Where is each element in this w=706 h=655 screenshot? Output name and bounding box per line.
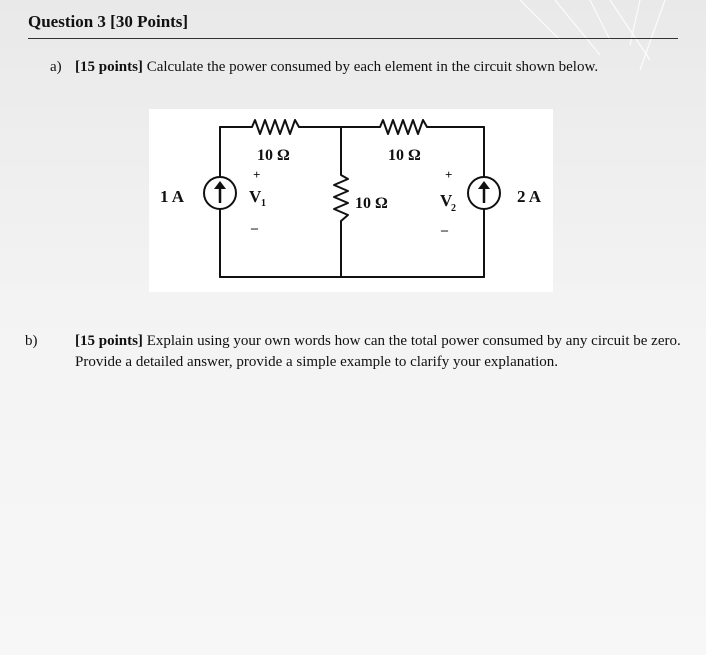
- part-a-letter: a): [50, 59, 62, 75]
- v1-label: V: [249, 187, 262, 206]
- v2-plus: +: [445, 167, 453, 182]
- v1-plus: +: [253, 167, 261, 182]
- v2-label: V: [440, 191, 453, 210]
- part-a: [50, 57, 690, 78]
- resistor-middle: [334, 175, 348, 221]
- resistor-top-right: [380, 120, 427, 134]
- resistor-top-left: [252, 120, 299, 134]
- resistor-top-right-label: 10 Ω: [388, 147, 421, 164]
- v1-minus: –: [251, 221, 258, 236]
- current-source-left: [204, 177, 236, 209]
- source-right-label: 2 A: [517, 187, 542, 206]
- current-source-right: [468, 177, 500, 209]
- circuit-diagram: [149, 109, 553, 292]
- part-a-points: [15 points]: [75, 59, 143, 75]
- v2-subscript: 2: [451, 203, 456, 214]
- v2-minus: –: [441, 223, 448, 238]
- resistor-top-left-label: 10 Ω: [257, 147, 290, 164]
- part-a-text: Calculate the power consumed by each element in the circuit shown below.: [146, 59, 599, 75]
- source-left-label: 1 A: [160, 187, 185, 206]
- question-title: Question 3 [30 Points]: [28, 12, 678, 39]
- part-b-letter: b): [25, 333, 38, 349]
- part-b-points: [15 points]: [75, 333, 143, 349]
- part-b: [25, 331, 706, 373]
- v1-subscript: 1: [261, 198, 266, 209]
- resistor-middle-label: 10 Ω: [355, 195, 388, 212]
- part-b-text: Explain using your own words how can the total power consumed by any circuit be zero. Provide a detailed answer, provide a simple example to clarify your explanation.: [75, 333, 681, 370]
